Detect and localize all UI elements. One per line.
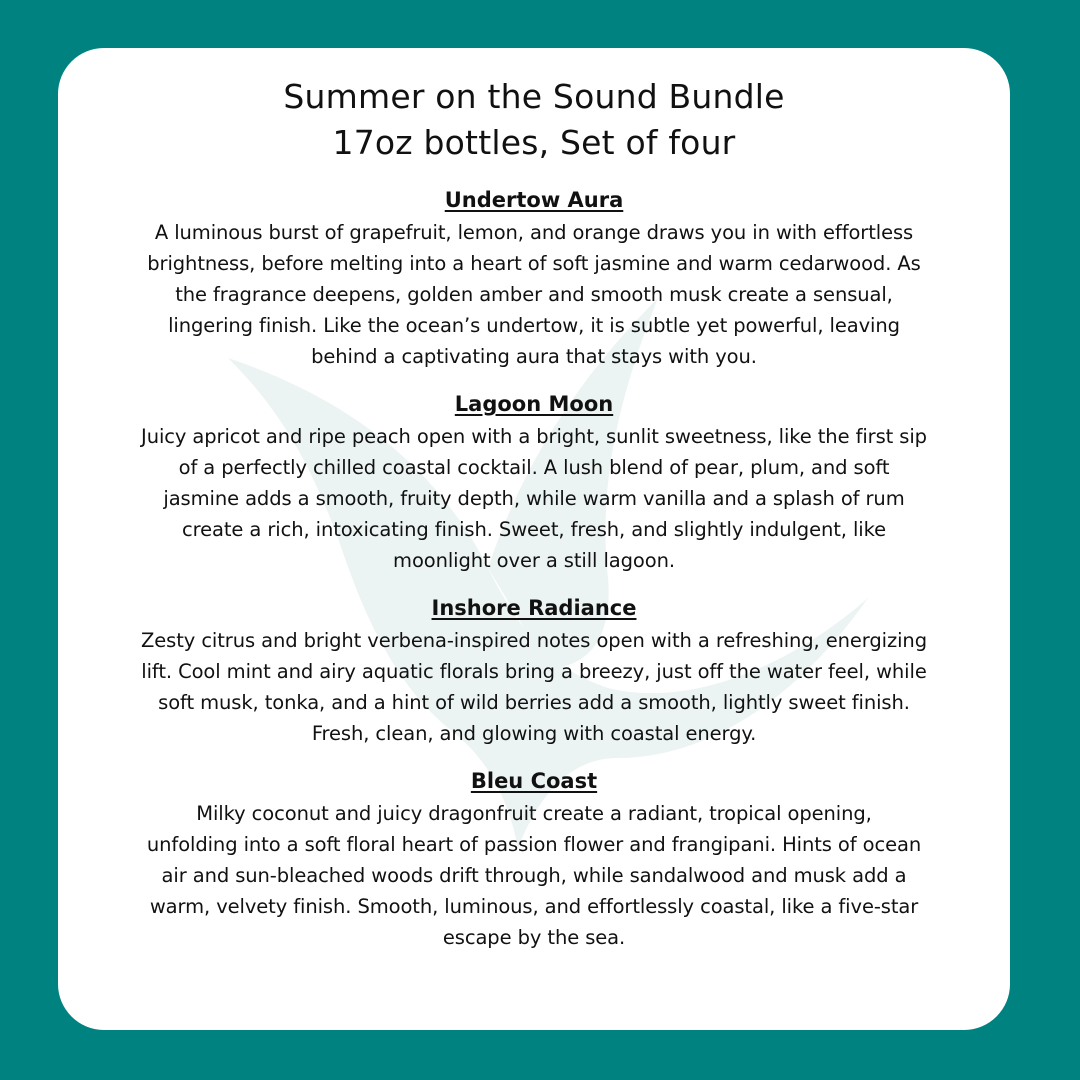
scent-section-lagoon-moon	[58, 390, 1010, 576]
bundle-title-line2: 17oz bottles, Set of four	[332, 123, 736, 162]
scent-description: Juicy apricot and ripe peach open with a bright, sunlit sweetness, like the first sip of a perfectly chilled coastal cocktail. A lush blend of pear, plum, and soft jasmine adds a smooth, fruity depth, while warm vanilla and a splash of rum create a rich, intoxicating finish. Sweet, fresh, and slightly indulgent, like moonlight over a still lagoon.	[141, 425, 927, 572]
scent-name: Lagoon Moon	[454, 392, 614, 416]
bundle-title-line1: Summer on the Sound Bundle	[283, 77, 785, 116]
scent-section-inshore-radiance	[58, 594, 1010, 749]
scent-name: Bleu Coast	[470, 769, 598, 793]
scent-name: Inshore Radiance	[431, 596, 637, 620]
card-content	[58, 48, 1010, 953]
scent-name: Undertow Aura	[444, 188, 624, 212]
scent-description: A luminous burst of grapefruit, lemon, and orange draws you in with effortless brightness, before melting into a heart of soft jasmine and warm cedarwood. As the fragrance deepens, golden amber and smooth musk create a sensual, lingering finish. Like the ocean’s undertow, it is subtle yet powerful, leaving behind a captivating aura that stays with you.	[147, 221, 921, 368]
scent-description: Zesty citrus and bright verbena-inspired notes open with a refreshing, energizing lift. Cool mint and airy aquatic florals bring a breezy, just off the water feel, while soft musk, tonka, and a hint of wild berries add a smooth, lightly sweet finish. Fresh, clean, and glowing with coastal energy.	[141, 629, 927, 745]
scent-description: Milky coconut and juicy dragonfruit create a radiant, tropical opening, unfolding into a soft floral heart of passion flower and frangipani. Hints of ocean air and sun-bleached woods drift through, while sandalwood and musk add a warm, velvety finish. Smooth, luminous, and effortlessly coastal, like a five-star escape by the sea.	[146, 802, 922, 949]
bundle-title	[58, 74, 1010, 166]
scent-section-bleu-coast	[58, 767, 1010, 953]
product-card	[58, 48, 1010, 1030]
scent-section-undertow-aura	[58, 186, 1010, 372]
